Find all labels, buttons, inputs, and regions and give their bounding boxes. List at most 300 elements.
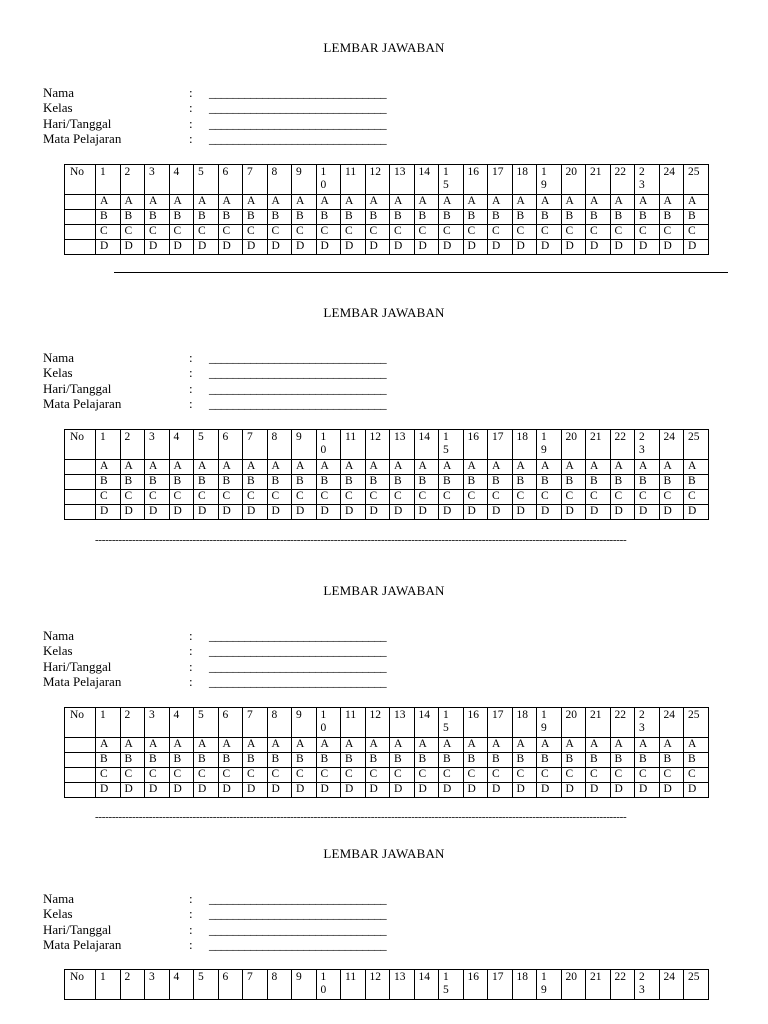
- answer-choice-a[interactable]: A: [120, 460, 145, 475]
- answer-choice-c[interactable]: C: [292, 225, 317, 240]
- answer-choice-b[interactable]: B: [243, 475, 268, 490]
- answer-choice-a[interactable]: A: [218, 195, 243, 210]
- answer-choice-c[interactable]: C: [512, 490, 537, 505]
- answer-choice-a[interactable]: A: [659, 195, 684, 210]
- answer-choice-a[interactable]: A: [365, 738, 390, 753]
- answer-choice-c[interactable]: C: [120, 490, 145, 505]
- field-blank-line[interactable]: ______________________________: [209, 906, 387, 922]
- answer-choice-b[interactable]: B: [659, 753, 684, 768]
- answer-choice-d[interactable]: D: [463, 783, 488, 798]
- answer-choice-b[interactable]: B: [390, 753, 415, 768]
- answer-choice-c[interactable]: C: [365, 490, 390, 505]
- answer-choice-d[interactable]: D: [365, 505, 390, 520]
- field-blank-line[interactable]: ______________________________: [209, 350, 387, 365]
- answer-choice-a[interactable]: A: [145, 460, 170, 475]
- answer-choice-d[interactable]: D: [316, 783, 341, 798]
- answer-choice-a[interactable]: A: [561, 460, 586, 475]
- field-blank-line[interactable]: ______________________________: [209, 365, 387, 381]
- answer-choice-a[interactable]: A: [341, 460, 366, 475]
- field-blank-line[interactable]: ______________________________: [209, 673, 387, 689]
- answer-choice-d[interactable]: D: [243, 240, 268, 255]
- answer-choice-c[interactable]: C: [463, 768, 488, 783]
- answer-choice-b[interactable]: B: [120, 753, 145, 768]
- answer-choice-a[interactable]: A: [316, 738, 341, 753]
- answer-choice-c[interactable]: C: [414, 490, 439, 505]
- answer-choice-c[interactable]: C: [120, 225, 145, 240]
- answer-choice-b[interactable]: B: [439, 753, 464, 768]
- answer-choice-a[interactable]: A: [610, 738, 635, 753]
- field-blank-line[interactable]: ______________________________: [209, 100, 387, 116]
- answer-choice-d[interactable]: D: [439, 240, 464, 255]
- answer-choice-b[interactable]: B: [194, 753, 219, 768]
- answer-choice-a[interactable]: A: [586, 460, 611, 475]
- answer-choice-b[interactable]: B: [586, 475, 611, 490]
- answer-choice-a[interactable]: A: [341, 195, 366, 210]
- answer-choice-b[interactable]: B: [635, 475, 660, 490]
- answer-choice-c[interactable]: C: [243, 225, 268, 240]
- answer-choice-d[interactable]: D: [120, 240, 145, 255]
- answer-choice-d[interactable]: D: [537, 505, 562, 520]
- answer-choice-a[interactable]: A: [292, 195, 317, 210]
- answer-choice-c[interactable]: C: [561, 225, 586, 240]
- answer-choice-c[interactable]: C: [414, 225, 439, 240]
- field-blank-line[interactable]: ______________________________: [209, 891, 387, 906]
- answer-choice-d[interactable]: D: [610, 240, 635, 255]
- answer-choice-c[interactable]: C: [341, 768, 366, 783]
- answer-choice-a[interactable]: A: [537, 460, 562, 475]
- answer-choice-a[interactable]: A: [635, 195, 660, 210]
- answer-choice-c[interactable]: C: [341, 490, 366, 505]
- answer-choice-d[interactable]: D: [610, 783, 635, 798]
- answer-choice-d[interactable]: D: [390, 240, 415, 255]
- answer-choice-d[interactable]: D: [120, 505, 145, 520]
- answer-choice-c[interactable]: C: [365, 225, 390, 240]
- answer-choice-b[interactable]: B: [537, 753, 562, 768]
- answer-choice-b[interactable]: B: [96, 475, 121, 490]
- answer-choice-a[interactable]: A: [341, 738, 366, 753]
- answer-choice-a[interactable]: A: [537, 738, 562, 753]
- answer-choice-b[interactable]: B: [463, 210, 488, 225]
- answer-choice-c[interactable]: C: [463, 490, 488, 505]
- answer-choice-c[interactable]: C: [659, 225, 684, 240]
- answer-choice-b[interactable]: B: [586, 753, 611, 768]
- answer-choice-d[interactable]: D: [145, 783, 170, 798]
- answer-choice-d[interactable]: D: [586, 240, 611, 255]
- answer-choice-c[interactable]: C: [439, 768, 464, 783]
- answer-choice-b[interactable]: B: [194, 475, 219, 490]
- answer-choice-c[interactable]: C: [341, 225, 366, 240]
- answer-choice-d[interactable]: D: [145, 240, 170, 255]
- answer-choice-b[interactable]: B: [463, 475, 488, 490]
- answer-choice-c[interactable]: C: [218, 490, 243, 505]
- answer-choice-a[interactable]: A: [316, 195, 341, 210]
- answer-choice-b[interactable]: B: [341, 475, 366, 490]
- answer-choice-c[interactable]: C: [145, 225, 170, 240]
- answer-choice-a[interactable]: A: [169, 738, 194, 753]
- answer-choice-d[interactable]: D: [292, 240, 317, 255]
- answer-choice-a[interactable]: A: [145, 195, 170, 210]
- answer-choice-c[interactable]: C: [610, 768, 635, 783]
- answer-choice-b[interactable]: B: [561, 475, 586, 490]
- answer-choice-d[interactable]: D: [414, 505, 439, 520]
- answer-choice-a[interactable]: A: [194, 738, 219, 753]
- answer-choice-b[interactable]: B: [561, 753, 586, 768]
- answer-choice-d[interactable]: D: [463, 240, 488, 255]
- answer-choice-b[interactable]: B: [684, 753, 709, 768]
- answer-choice-d[interactable]: D: [243, 783, 268, 798]
- answer-choice-a[interactable]: A: [120, 738, 145, 753]
- answer-choice-c[interactable]: C: [96, 490, 121, 505]
- answer-choice-a[interactable]: A: [243, 195, 268, 210]
- answer-choice-a[interactable]: A: [145, 738, 170, 753]
- answer-choice-b[interactable]: B: [267, 210, 292, 225]
- answer-choice-b[interactable]: B: [684, 475, 709, 490]
- answer-choice-d[interactable]: D: [316, 240, 341, 255]
- answer-choice-b[interactable]: B: [439, 210, 464, 225]
- answer-choice-d[interactable]: D: [635, 240, 660, 255]
- answer-choice-d[interactable]: D: [145, 505, 170, 520]
- answer-choice-d[interactable]: D: [488, 505, 513, 520]
- answer-choice-c[interactable]: C: [659, 768, 684, 783]
- answer-choice-c[interactable]: C: [635, 490, 660, 505]
- answer-choice-b[interactable]: B: [586, 210, 611, 225]
- answer-choice-c[interactable]: C: [635, 225, 660, 240]
- field-blank-line[interactable]: ______________________________: [209, 380, 387, 396]
- answer-choice-b[interactable]: B: [96, 210, 121, 225]
- answer-choice-b[interactable]: B: [610, 210, 635, 225]
- answer-choice-c[interactable]: C: [218, 768, 243, 783]
- answer-choice-b[interactable]: B: [537, 475, 562, 490]
- answer-choice-d[interactable]: D: [561, 783, 586, 798]
- answer-choice-b[interactable]: B: [488, 210, 513, 225]
- answer-choice-d[interactable]: D: [267, 240, 292, 255]
- answer-choice-b[interactable]: B: [218, 210, 243, 225]
- answer-choice-d[interactable]: D: [341, 505, 366, 520]
- answer-choice-a[interactable]: A: [659, 738, 684, 753]
- answer-choice-b[interactable]: B: [414, 753, 439, 768]
- field-blank-line[interactable]: ______________________________: [209, 658, 387, 674]
- answer-choice-d[interactable]: D: [96, 240, 121, 255]
- answer-choice-b[interactable]: B: [267, 475, 292, 490]
- answer-choice-d[interactable]: D: [684, 505, 709, 520]
- answer-choice-c[interactable]: C: [267, 225, 292, 240]
- answer-choice-d[interactable]: D: [243, 505, 268, 520]
- answer-choice-a[interactable]: A: [414, 738, 439, 753]
- answer-choice-b[interactable]: B: [635, 753, 660, 768]
- answer-choice-d[interactable]: D: [488, 783, 513, 798]
- answer-choice-d[interactable]: D: [659, 240, 684, 255]
- answer-choice-b[interactable]: B: [194, 210, 219, 225]
- field-blank-line[interactable]: ______________________________: [209, 628, 387, 643]
- answer-choice-c[interactable]: C: [439, 225, 464, 240]
- answer-choice-b[interactable]: B: [439, 475, 464, 490]
- answer-choice-b[interactable]: B: [145, 475, 170, 490]
- answer-choice-a[interactable]: A: [512, 738, 537, 753]
- answer-choice-d[interactable]: D: [659, 505, 684, 520]
- answer-choice-a[interactable]: A: [463, 460, 488, 475]
- answer-choice-b[interactable]: B: [365, 753, 390, 768]
- answer-choice-c[interactable]: C: [561, 490, 586, 505]
- answer-choice-b[interactable]: B: [218, 475, 243, 490]
- answer-choice-c[interactable]: C: [414, 768, 439, 783]
- answer-choice-c[interactable]: C: [267, 490, 292, 505]
- answer-choice-d[interactable]: D: [169, 240, 194, 255]
- answer-choice-a[interactable]: A: [96, 460, 121, 475]
- answer-choice-c[interactable]: C: [488, 225, 513, 240]
- answer-choice-d[interactable]: D: [561, 240, 586, 255]
- field-blank-line[interactable]: ______________________________: [209, 643, 387, 659]
- answer-choice-b[interactable]: B: [659, 475, 684, 490]
- answer-choice-b[interactable]: B: [96, 753, 121, 768]
- answer-choice-d[interactable]: D: [414, 240, 439, 255]
- answer-choice-b[interactable]: B: [390, 475, 415, 490]
- field-blank-line[interactable]: ______________________________: [209, 395, 387, 411]
- field-blank-line[interactable]: ______________________________: [209, 130, 387, 146]
- answer-choice-d[interactable]: D: [463, 505, 488, 520]
- answer-choice-d[interactable]: D: [194, 505, 219, 520]
- answer-choice-d[interactable]: D: [96, 783, 121, 798]
- answer-choice-a[interactable]: A: [586, 738, 611, 753]
- answer-choice-c[interactable]: C: [218, 225, 243, 240]
- answer-choice-d[interactable]: D: [267, 505, 292, 520]
- answer-choice-b[interactable]: B: [169, 475, 194, 490]
- answer-choice-c[interactable]: C: [292, 768, 317, 783]
- answer-choice-d[interactable]: D: [610, 505, 635, 520]
- answer-choice-b[interactable]: B: [169, 753, 194, 768]
- answer-choice-a[interactable]: A: [169, 460, 194, 475]
- answer-choice-a[interactable]: A: [659, 460, 684, 475]
- answer-choice-d[interactable]: D: [316, 505, 341, 520]
- answer-choice-c[interactable]: C: [684, 225, 709, 240]
- answer-choice-c[interactable]: C: [194, 768, 219, 783]
- answer-choice-a[interactable]: A: [439, 195, 464, 210]
- answer-choice-d[interactable]: D: [194, 783, 219, 798]
- answer-choice-d[interactable]: D: [341, 783, 366, 798]
- answer-choice-c[interactable]: C: [610, 225, 635, 240]
- answer-choice-d[interactable]: D: [488, 240, 513, 255]
- answer-choice-c[interactable]: C: [316, 490, 341, 505]
- answer-choice-a[interactable]: A: [610, 195, 635, 210]
- answer-choice-b[interactable]: B: [512, 210, 537, 225]
- answer-choice-b[interactable]: B: [512, 753, 537, 768]
- answer-choice-a[interactable]: A: [537, 195, 562, 210]
- answer-choice-d[interactable]: D: [292, 505, 317, 520]
- answer-choice-a[interactable]: A: [635, 460, 660, 475]
- answer-choice-c[interactable]: C: [243, 768, 268, 783]
- answer-choice-b[interactable]: B: [610, 753, 635, 768]
- answer-choice-c[interactable]: C: [537, 490, 562, 505]
- answer-choice-b[interactable]: B: [488, 475, 513, 490]
- answer-choice-a[interactable]: A: [488, 460, 513, 475]
- answer-choice-b[interactable]: B: [341, 753, 366, 768]
- answer-choice-d[interactable]: D: [365, 783, 390, 798]
- answer-choice-b[interactable]: B: [610, 475, 635, 490]
- answer-choice-d[interactable]: D: [439, 783, 464, 798]
- answer-choice-d[interactable]: D: [218, 783, 243, 798]
- answer-choice-a[interactable]: A: [684, 195, 709, 210]
- answer-choice-c[interactable]: C: [194, 225, 219, 240]
- answer-choice-a[interactable]: A: [684, 460, 709, 475]
- answer-choice-c[interactable]: C: [561, 768, 586, 783]
- answer-choice-a[interactable]: A: [414, 195, 439, 210]
- answer-choice-d[interactable]: D: [659, 783, 684, 798]
- answer-choice-c[interactable]: C: [267, 768, 292, 783]
- answer-choice-a[interactable]: A: [512, 460, 537, 475]
- answer-choice-c[interactable]: C: [586, 490, 611, 505]
- answer-choice-d[interactable]: D: [512, 783, 537, 798]
- answer-choice-d[interactable]: D: [414, 783, 439, 798]
- answer-choice-d[interactable]: D: [586, 783, 611, 798]
- field-blank-line[interactable]: ______________________________: [209, 85, 387, 100]
- answer-choice-b[interactable]: B: [684, 210, 709, 225]
- answer-choice-c[interactable]: C: [390, 490, 415, 505]
- answer-choice-a[interactable]: A: [243, 738, 268, 753]
- answer-choice-d[interactable]: D: [169, 783, 194, 798]
- answer-choice-b[interactable]: B: [365, 475, 390, 490]
- answer-choice-b[interactable]: B: [292, 475, 317, 490]
- answer-choice-b[interactable]: B: [316, 753, 341, 768]
- answer-choice-c[interactable]: C: [537, 225, 562, 240]
- answer-choice-a[interactable]: A: [439, 738, 464, 753]
- answer-choice-b[interactable]: B: [292, 753, 317, 768]
- answer-choice-b[interactable]: B: [120, 210, 145, 225]
- answer-choice-a[interactable]: A: [292, 738, 317, 753]
- answer-choice-b[interactable]: B: [390, 210, 415, 225]
- field-blank-line[interactable]: ______________________________: [209, 936, 387, 952]
- answer-choice-a[interactable]: A: [463, 195, 488, 210]
- answer-choice-a[interactable]: A: [390, 738, 415, 753]
- answer-choice-c[interactable]: C: [586, 768, 611, 783]
- answer-choice-a[interactable]: A: [463, 738, 488, 753]
- answer-choice-b[interactable]: B: [635, 210, 660, 225]
- answer-choice-c[interactable]: C: [390, 768, 415, 783]
- field-blank-line[interactable]: ______________________________: [209, 921, 387, 937]
- answer-choice-b[interactable]: B: [145, 210, 170, 225]
- answer-choice-c[interactable]: C: [169, 768, 194, 783]
- answer-choice-a[interactable]: A: [488, 195, 513, 210]
- answer-choice-c[interactable]: C: [684, 490, 709, 505]
- answer-choice-a[interactable]: A: [218, 738, 243, 753]
- answer-choice-d[interactable]: D: [512, 505, 537, 520]
- answer-choice-d[interactable]: D: [561, 505, 586, 520]
- answer-choice-b[interactable]: B: [365, 210, 390, 225]
- answer-choice-a[interactable]: A: [267, 460, 292, 475]
- answer-choice-c[interactable]: C: [635, 768, 660, 783]
- answer-choice-d[interactable]: D: [635, 783, 660, 798]
- answer-choice-b[interactable]: B: [292, 210, 317, 225]
- answer-choice-b[interactable]: B: [316, 475, 341, 490]
- answer-choice-c[interactable]: C: [194, 490, 219, 505]
- answer-choice-c[interactable]: C: [316, 225, 341, 240]
- answer-choice-c[interactable]: C: [512, 768, 537, 783]
- answer-choice-a[interactable]: A: [586, 195, 611, 210]
- answer-choice-a[interactable]: A: [120, 195, 145, 210]
- answer-choice-b[interactable]: B: [512, 475, 537, 490]
- answer-choice-c[interactable]: C: [488, 490, 513, 505]
- answer-choice-a[interactable]: A: [194, 195, 219, 210]
- answer-choice-a[interactable]: A: [684, 738, 709, 753]
- answer-choice-d[interactable]: D: [390, 783, 415, 798]
- answer-choice-a[interactable]: A: [635, 738, 660, 753]
- answer-choice-b[interactable]: B: [341, 210, 366, 225]
- answer-choice-d[interactable]: D: [96, 505, 121, 520]
- answer-choice-d[interactable]: D: [537, 783, 562, 798]
- answer-choice-b[interactable]: B: [120, 475, 145, 490]
- answer-choice-a[interactable]: A: [439, 460, 464, 475]
- answer-choice-c[interactable]: C: [292, 490, 317, 505]
- answer-choice-a[interactable]: A: [267, 738, 292, 753]
- answer-choice-b[interactable]: B: [463, 753, 488, 768]
- answer-choice-b[interactable]: B: [145, 753, 170, 768]
- answer-choice-c[interactable]: C: [365, 768, 390, 783]
- answer-choice-b[interactable]: B: [537, 210, 562, 225]
- answer-choice-b[interactable]: B: [659, 210, 684, 225]
- answer-choice-d[interactable]: D: [120, 783, 145, 798]
- answer-choice-d[interactable]: D: [267, 783, 292, 798]
- answer-choice-d[interactable]: D: [341, 240, 366, 255]
- answer-choice-c[interactable]: C: [537, 768, 562, 783]
- answer-choice-c[interactable]: C: [96, 768, 121, 783]
- answer-choice-a[interactable]: A: [218, 460, 243, 475]
- answer-choice-b[interactable]: B: [414, 475, 439, 490]
- answer-choice-c[interactable]: C: [439, 490, 464, 505]
- answer-choice-c[interactable]: C: [390, 225, 415, 240]
- answer-choice-a[interactable]: A: [316, 460, 341, 475]
- answer-choice-b[interactable]: B: [414, 210, 439, 225]
- answer-choice-b[interactable]: B: [561, 210, 586, 225]
- answer-choice-d[interactable]: D: [218, 240, 243, 255]
- answer-choice-c[interactable]: C: [96, 225, 121, 240]
- answer-choice-a[interactable]: A: [365, 195, 390, 210]
- answer-choice-a[interactable]: A: [488, 738, 513, 753]
- answer-choice-a[interactable]: A: [194, 460, 219, 475]
- answer-choice-a[interactable]: A: [610, 460, 635, 475]
- answer-choice-a[interactable]: A: [243, 460, 268, 475]
- answer-choice-b[interactable]: B: [243, 753, 268, 768]
- answer-choice-d[interactable]: D: [194, 240, 219, 255]
- answer-choice-c[interactable]: C: [120, 768, 145, 783]
- answer-choice-d[interactable]: D: [292, 783, 317, 798]
- answer-choice-b[interactable]: B: [267, 753, 292, 768]
- answer-choice-c[interactable]: C: [316, 768, 341, 783]
- answer-choice-c[interactable]: C: [463, 225, 488, 240]
- answer-choice-c[interactable]: C: [145, 490, 170, 505]
- answer-choice-a[interactable]: A: [292, 460, 317, 475]
- answer-choice-a[interactable]: A: [96, 195, 121, 210]
- answer-choice-d[interactable]: D: [512, 240, 537, 255]
- answer-choice-c[interactable]: C: [145, 768, 170, 783]
- answer-choice-c[interactable]: C: [512, 225, 537, 240]
- answer-choice-a[interactable]: A: [96, 738, 121, 753]
- answer-choice-a[interactable]: A: [561, 195, 586, 210]
- answer-choice-d[interactable]: D: [635, 505, 660, 520]
- answer-choice-d[interactable]: D: [365, 240, 390, 255]
- answer-choice-d[interactable]: D: [390, 505, 415, 520]
- answer-choice-d[interactable]: D: [439, 505, 464, 520]
- answer-choice-c[interactable]: C: [169, 490, 194, 505]
- answer-choice-c[interactable]: C: [488, 768, 513, 783]
- answer-choice-b[interactable]: B: [488, 753, 513, 768]
- answer-choice-a[interactable]: A: [414, 460, 439, 475]
- answer-choice-a[interactable]: A: [561, 738, 586, 753]
- answer-choice-d[interactable]: D: [684, 783, 709, 798]
- answer-choice-b[interactable]: B: [218, 753, 243, 768]
- answer-choice-b[interactable]: B: [243, 210, 268, 225]
- answer-choice-b[interactable]: B: [169, 210, 194, 225]
- answer-choice-c[interactable]: C: [659, 490, 684, 505]
- answer-choice-d[interactable]: D: [684, 240, 709, 255]
- answer-choice-a[interactable]: A: [390, 460, 415, 475]
